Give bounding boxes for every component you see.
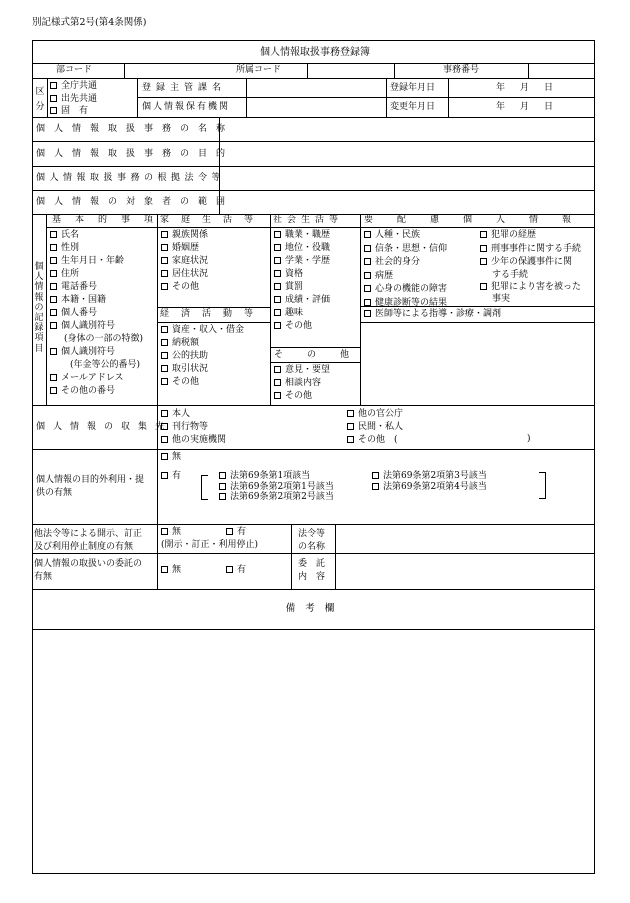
checkbox-icon[interactable] bbox=[161, 410, 168, 417]
line bbox=[46, 214, 47, 405]
line bbox=[137, 78, 138, 117]
checkbox-icon[interactable] bbox=[364, 272, 371, 279]
checkbox-icon[interactable] bbox=[161, 423, 168, 430]
checkbox-icon[interactable] bbox=[372, 483, 379, 490]
checkbox-icon[interactable] bbox=[480, 258, 487, 265]
sensitive-info-list-right: 犯罪の経歴 刑事事件に関する手続 少年の保護事件に関 する手続 犯罪により害を被った 事実 bbox=[480, 229, 581, 305]
checkbox-icon[interactable] bbox=[50, 296, 57, 303]
basic-items-list: 氏名 性別 生年月日・年齢 住所 電話番号 本籍・国籍 個人番号 個人識別符号 (身体の一部の特徴) 個人識別符号 (年金等公的番号) メールアドレス その他の番号 bbox=[50, 229, 143, 398]
checkbox-icon[interactable] bbox=[364, 285, 371, 292]
checkbox-icon[interactable] bbox=[50, 244, 57, 251]
remarks-header: 備考欄 bbox=[285, 603, 345, 614]
dept-code-label: 部コード bbox=[56, 65, 93, 75]
line bbox=[32, 190, 595, 191]
checkbox-icon[interactable] bbox=[50, 231, 57, 238]
checkbox-icon[interactable] bbox=[161, 528, 168, 535]
line bbox=[32, 553, 595, 554]
checkbox-icon[interactable] bbox=[161, 436, 168, 443]
line bbox=[32, 449, 595, 450]
entrustment-label: 個人情報の取扱いの委託の 有無 bbox=[34, 559, 143, 582]
law-name-label: 法令等 の名称 bbox=[298, 529, 326, 552]
checkbox-icon[interactable] bbox=[274, 379, 281, 386]
checkbox-icon[interactable] bbox=[219, 493, 226, 500]
social-life-list: 職業・職歴 地位・役職 学業・学歴 資格 賞罰 成績・評価 趣味 その他 bbox=[274, 229, 330, 333]
checkbox-icon[interactable] bbox=[219, 472, 226, 479]
economic-activity-header: 経済活動等 bbox=[160, 309, 266, 319]
registration-date-label: 登録年月日 bbox=[390, 83, 436, 93]
record-items-label: 個人情報の記録項目 bbox=[34, 262, 44, 354]
line bbox=[157, 214, 158, 405]
office-name-label: 個人情報取扱事務の名称 bbox=[36, 124, 235, 134]
checkbox-icon[interactable] bbox=[274, 257, 281, 264]
collection-source-list: 本人 刊行物等 他の実施機関 bbox=[161, 408, 226, 447]
line bbox=[137, 97, 595, 98]
right-bracket-icon bbox=[539, 472, 546, 499]
checkbox-icon[interactable] bbox=[480, 231, 487, 238]
line bbox=[360, 214, 361, 405]
page-title: 個人情報取扱事務登録簿 bbox=[260, 47, 370, 58]
purpose-yes: 有 bbox=[161, 471, 181, 481]
line bbox=[32, 589, 595, 590]
checkbox-icon[interactable] bbox=[50, 82, 57, 89]
checkbox-icon[interactable] bbox=[50, 348, 57, 355]
entrust-none: 無 bbox=[161, 565, 181, 575]
checkbox-icon[interactable] bbox=[50, 270, 57, 277]
social-life-header: 社会生活等 bbox=[273, 215, 344, 225]
checkbox-icon[interactable] bbox=[274, 296, 281, 303]
sensitive-info-list: 人種・民族 信条・思想・信仰 社会的身分 病歴 心身の機能の障害 健康診断等の結果 bbox=[364, 229, 447, 310]
checkbox-icon[interactable] bbox=[274, 366, 281, 373]
line bbox=[32, 524, 595, 525]
economic-activity-list: 資産・収入・借金 納税額 公的扶助 取引状況 その他 bbox=[161, 324, 244, 389]
checkbox-icon[interactable] bbox=[161, 231, 168, 238]
line bbox=[448, 78, 449, 117]
checkbox-icon[interactable] bbox=[480, 283, 487, 290]
checkbox-icon[interactable] bbox=[274, 322, 281, 329]
other-source-close: ) bbox=[527, 434, 531, 444]
category-options: 全庁共通 出先共通 固 有 bbox=[50, 80, 97, 118]
purpose-use-label: 個人情報の目的外利用・提 供の有無 bbox=[36, 475, 145, 498]
checkbox-icon[interactable] bbox=[50, 374, 57, 381]
family-life-header: 家庭生活等 bbox=[160, 215, 266, 225]
change-date-value: 年 月 日 bbox=[496, 102, 557, 112]
legal-basis-label: 個人情報取扱事務の根拠法令等 bbox=[36, 173, 226, 183]
checkbox-icon[interactable] bbox=[161, 244, 168, 251]
line bbox=[270, 362, 360, 363]
checkbox-icon[interactable] bbox=[274, 392, 281, 399]
checkbox-icon[interactable] bbox=[161, 472, 168, 479]
checkbox-icon[interactable] bbox=[480, 245, 487, 252]
checkbox-icon[interactable] bbox=[347, 436, 354, 443]
checkbox-icon[interactable] bbox=[50, 283, 57, 290]
checkbox-icon[interactable] bbox=[364, 299, 371, 306]
line bbox=[360, 322, 595, 323]
line bbox=[32, 141, 595, 142]
checkbox-icon[interactable] bbox=[364, 245, 371, 252]
checkbox-icon[interactable] bbox=[161, 283, 168, 290]
sensitive-info-header: 要配慮個人情報 bbox=[364, 215, 596, 225]
line bbox=[157, 307, 270, 308]
purpose-items-right: 法第69条第2項第3号該当 法第69条第2項第4号該当 bbox=[372, 471, 487, 492]
line bbox=[124, 63, 125, 78]
line bbox=[394, 63, 395, 78]
checkbox-icon[interactable] bbox=[161, 566, 168, 573]
purpose-none: 無 bbox=[161, 452, 181, 462]
other-header: その他 bbox=[274, 350, 374, 360]
line bbox=[246, 78, 247, 117]
checkbox-icon[interactable] bbox=[364, 310, 371, 317]
checkbox-icon[interactable] bbox=[347, 423, 354, 430]
checkbox-icon[interactable] bbox=[364, 231, 371, 238]
checkbox-icon[interactable] bbox=[161, 326, 168, 333]
checkbox-icon[interactable] bbox=[161, 453, 168, 460]
checkbox-icon[interactable] bbox=[50, 257, 57, 264]
checkbox-icon[interactable] bbox=[161, 270, 168, 277]
line bbox=[270, 214, 271, 405]
line bbox=[270, 347, 360, 348]
checkbox-icon[interactable] bbox=[50, 95, 57, 102]
line bbox=[47, 78, 48, 117]
purpose-items: 法第69条第1項該当 法第69条第2項第1号該当 法第69条第2項第2号該当 bbox=[219, 471, 334, 503]
line bbox=[32, 63, 595, 64]
target-scope-label: 個人情報の対象者の範囲 bbox=[36, 197, 235, 207]
section-code-label: 所属コード bbox=[236, 65, 282, 75]
checkbox-icon[interactable] bbox=[50, 309, 57, 316]
disclosure-none: 無 bbox=[161, 527, 181, 537]
disclosure-sub: (開示・訂正・利用停止) bbox=[161, 540, 259, 550]
line bbox=[32, 166, 595, 167]
checkbox-icon[interactable] bbox=[274, 309, 281, 316]
line bbox=[386, 78, 387, 117]
checkbox-icon[interactable] bbox=[50, 387, 57, 394]
line bbox=[335, 524, 336, 589]
registration-section-label: 登録主管課名 bbox=[142, 83, 227, 93]
office-purpose-label: 個人情報取扱事務の目的 bbox=[36, 149, 235, 159]
line bbox=[32, 78, 595, 79]
line bbox=[157, 524, 158, 589]
line bbox=[46, 227, 595, 228]
category-label: 区分 bbox=[35, 87, 45, 112]
entrust-content-label: 委 託 内 容 bbox=[298, 559, 326, 582]
entrust-yes: 有 bbox=[226, 565, 246, 575]
checkbox-icon[interactable] bbox=[274, 231, 281, 238]
collection-source-list-right: 他の官公庁 民間・私人 その他 ( bbox=[347, 408, 403, 447]
disclosure-yes: 有 bbox=[226, 527, 246, 537]
change-date-label: 変更年月日 bbox=[390, 102, 436, 112]
family-life-list: 親族関係 婚姻歴 家庭状況 居住状況 その他 bbox=[161, 229, 208, 294]
checkbox-icon[interactable] bbox=[226, 566, 233, 573]
collection-source-label: 個人情報の収集先 bbox=[36, 422, 173, 432]
checkbox-icon[interactable] bbox=[161, 339, 168, 346]
holder-agency-label: 個人情報保有機関 bbox=[142, 102, 231, 112]
checkbox-icon[interactable] bbox=[161, 365, 168, 372]
checkbox-icon[interactable] bbox=[161, 378, 168, 385]
checkbox-icon[interactable] bbox=[372, 472, 379, 479]
line bbox=[32, 405, 595, 406]
medical-guidance-item: 医師等による指導・診療・調剤 bbox=[364, 309, 501, 319]
registration-date-value: 年 月 日 bbox=[496, 83, 557, 93]
checkbox-icon[interactable] bbox=[219, 483, 226, 490]
checkbox-icon[interactable] bbox=[161, 352, 168, 359]
left-bracket-icon bbox=[201, 475, 208, 500]
checkbox-icon[interactable] bbox=[347, 410, 354, 417]
checkbox-icon[interactable] bbox=[274, 283, 281, 290]
line bbox=[291, 524, 292, 589]
checkbox-icon[interactable] bbox=[50, 322, 57, 329]
line bbox=[157, 322, 270, 323]
line bbox=[528, 63, 529, 78]
disclosure-system-label: 他法令等による開示、訂正 及び利用停止制度の有無 bbox=[34, 529, 143, 552]
checkbox-icon[interactable] bbox=[364, 258, 371, 265]
line bbox=[32, 117, 595, 118]
checkbox-icon[interactable] bbox=[50, 107, 57, 114]
form-reference: 別記様式第2号(第4条関係) bbox=[32, 17, 147, 28]
office-number-label: 事務番号 bbox=[443, 65, 480, 75]
checkbox-icon[interactable] bbox=[226, 528, 233, 535]
line bbox=[307, 63, 308, 78]
checkbox-icon[interactable] bbox=[274, 244, 281, 251]
checkbox-icon[interactable] bbox=[161, 257, 168, 264]
basic-items-header: 基本的事項 bbox=[52, 215, 168, 225]
line bbox=[32, 629, 595, 630]
other-list: 意見・要望 相談内容 その他 bbox=[274, 364, 330, 403]
checkbox-icon[interactable] bbox=[274, 270, 281, 277]
